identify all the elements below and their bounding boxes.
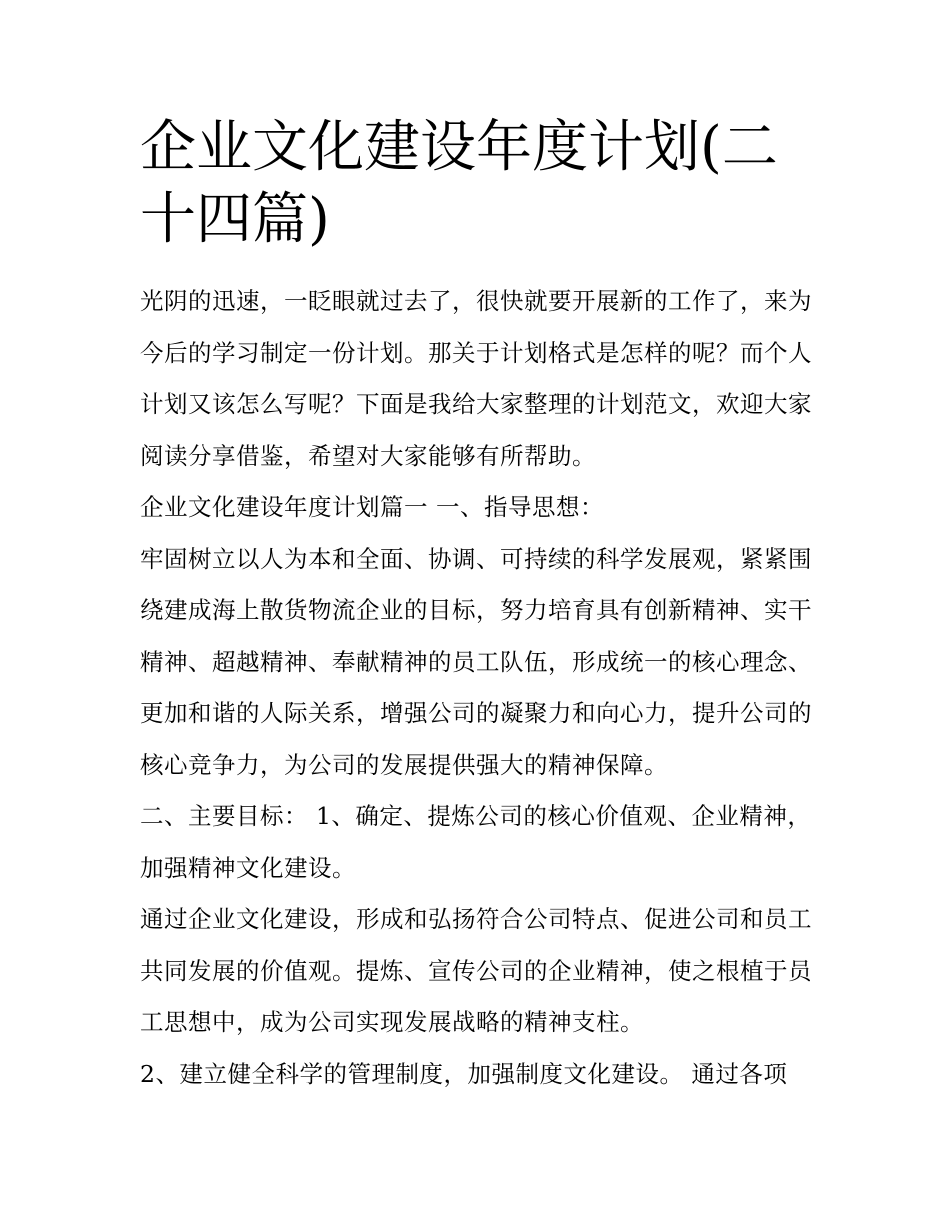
paragraph-guiding-thought: 牢固树立以人为本和全面、协调、可持续的科学发展观，紧紧围绕建成海上散货物流企业的目标，努力培育具有创新精神、实干精神、超越精神、奉献精神的员工队伍，形成统一的核心理念、更加和谐的人际关系，增强公司的凝聚力和向心力，提升公司的核心竞争力，为公司的发展提供强大的精神保障。 [140, 544, 812, 779]
paragraph-section-heading: 企业文化建设年度计划篇一 一、指导思想： [140, 493, 604, 521]
paragraph-intro: 光阴的迅速，一眨眼就过去了，很快就要开展新的工作了，来为今后的学习制定一份计划。那关于计划格式是怎样的呢？而个人计划又该怎么写呢？下面是我给大家整理的计划范文，欢迎大家阅读分享借鉴，希望对大家能够有所帮助。 [140, 287, 812, 470]
document-body [140, 112, 820, 1100]
paragraph-main-goals: 二、主要目标： 1、确定、提炼公司的核心价值观、企业精神，加强精神文化建设。 [140, 802, 812, 882]
document-title: 企业文化建设年度计划(二十四篇) [140, 115, 778, 252]
paragraph-management-system: 2、建立健全科学的管理制度，加强制度文化建设。 通过各项 [140, 1059, 788, 1088]
paragraph-culture-building: 通过企业文化建设，形成和弘扬符合公司特点、促进公司和员工共同发展的价值观。提炼、宣传公司的企业精神，使之根植于员工思想中，成为公司实现发展战略的精神支柱。 [140, 905, 812, 1036]
